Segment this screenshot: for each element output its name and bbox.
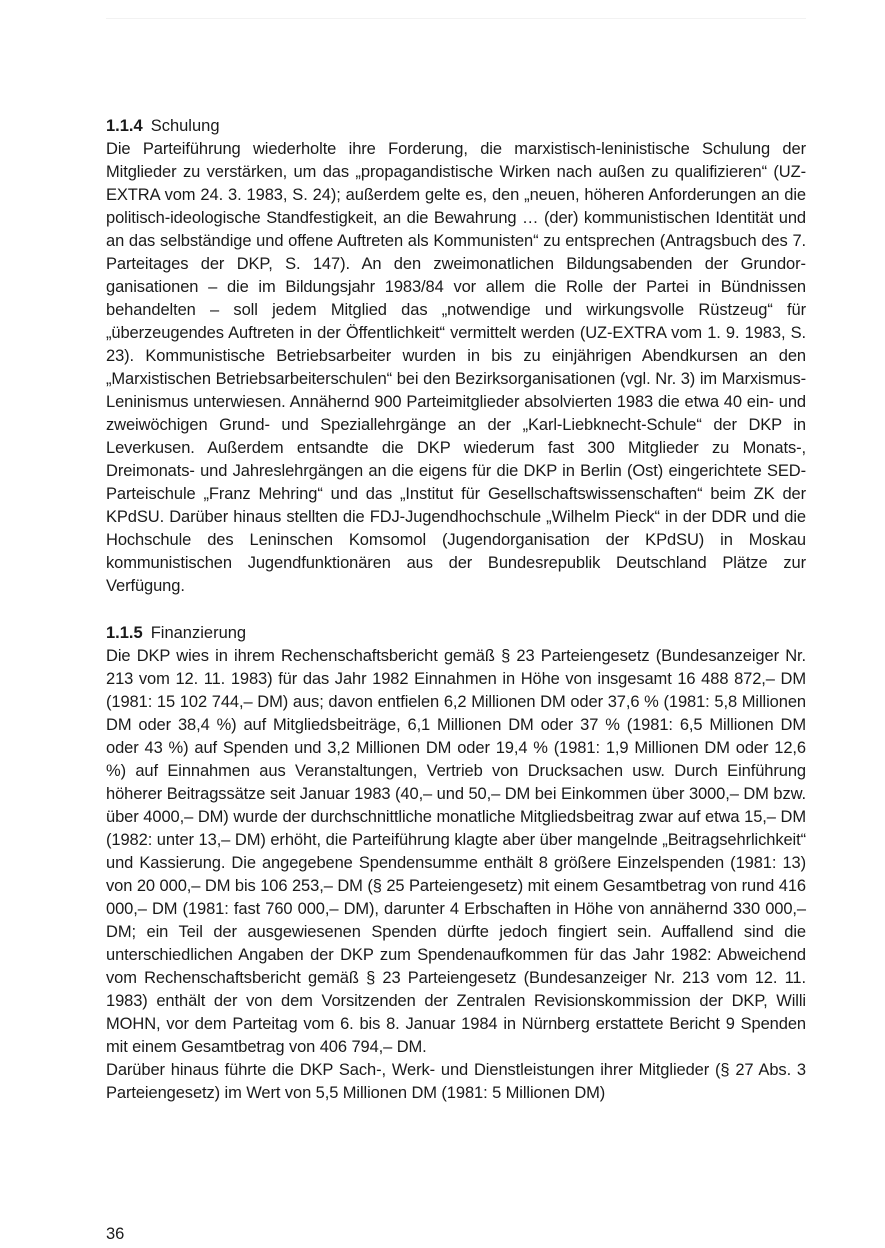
section-heading (106, 115, 806, 138)
section-heading (106, 622, 806, 645)
scan-edge-line (106, 18, 806, 19)
section-finanzierung (106, 622, 806, 1105)
paragraph: Darüber hinaus führte die DKP Sach-, Werk- und Dienstleistungen ihrer Mitglieder (§ 27 Abs. 3 Parteiengesetz) im Wert von 5,5 Millionen DM (1981: 5 Millionen DM) (106, 1061, 806, 1102)
paragraph: Die DKP wies in ihrem Rechenschaftsbericht gemäß § 23 Parteiengesetz (Bundesanzeiger Nr. 213 vom 12. 11. 1983) für das Jahr 1982 Einnahmen in Höhe von insgesamt 16 488 872,– DM (1981: 15 102 744,– DM) aus; davon entfielen 6,2 Millionen DM oder 37,6 % (1981: 5,8 Millionen DM oder 38,4 %) auf Mitgliedsbeiträge, 6,1 Millionen DM oder 37 % (1981: 6,5 Millionen DM oder 43 %) auf Spenden und 3,2 Millionen DM oder 19,4 % (1981: 1,9 Millionen DM oder 12,6 %) auf Einnahmen aus Veranstaltungen, Vertrieb von Drucksachen usw. Durch Einführung höherer Beitragssätze seit Januar 1983 (40,– und 50,– DM bei Einkommen über 3000,– DM bzw. über 4000,– DM) wurde der durchschnittliche monatliche Mitgliedsbeitrag zwar auf etwa 15,– DM (1982: unter 13,– DM) erhöht, die Parteiführung klagte aber über mangelnde „Beitragsehrlichkeit“ und Kassierung. Die angegebene Spendensumme enthält 8 größere Einzelspenden (1981: 13) von 20 000,– DM bis 106 253,– DM (§ 25 Parteiengesetz) mit einem Gesamtbetrag von rund 416 000,– DM (1981: fast 760 000,– DM), darunter 4 Erbschaften in Höhe von annähernd 330 000,– DM; ein Teil der ausgewiesenen Spenden dürfte jedoch fingiert sein. Auffallend sind die unterschiedlichen Angaben der DKP zum Spendenaufkommen für das Jahr 1982: Abweichend vom Rechenschaftsbericht gemäß § 23 Parteiengesetz (Bundesanzeiger Nr. 213 vom 12. 11. 1983) enthält der von dem Vorsitzenden der Zentralen Revisionskommission der DKP, Willi MOHN, vor dem Parteitag vom 6. bis 8. Januar 1984 in Nürnberg erstattete Bericht 9 Spenden mit einem Gesamtbetrag von 406 794,– DM. (106, 647, 806, 1056)
section-title: Schulung (150, 117, 220, 135)
section-number: 1.1.4 (106, 117, 143, 135)
section-schulung (106, 115, 806, 598)
page-number: 36 (106, 1225, 125, 1243)
paragraph: Die Parteiführung wiederholte ihre Forderung, die marxistisch-leninistische Schulung der Mitglieder zu verstärken, um das „propagandistische Wirken nach außen zu qualifizieren“ (UZ-EXTRA vom 24. 3. 1983, S. 24); außerdem gelte es, den „neuen, höheren Anforderungen an die politisch-ideologische Standfestigkeit, an die Bewahrung … (der) kommunistischen Identität und an das selbständige und offene Auftreten als Kommunisten“ zu entsprechen (Antragsbuch des 7. Parteitages der DKP, S. 147). An den zweimonatlichen Bildungsabenden der Grundorganisationen – die im Bildungsjahr 1983/84 vor allem die Rolle der Partei in Bündnissen behandelten – soll jedem Mitglied das „notwendige und wirkungsvolle Rüstzeug“ für „überzeugendes Auftreten in der Öffentlichkeit“ vermittelt werden (UZ-EXTRA vom 1. 9. 1983, S. 23). Kommunistische Betriebsarbeiter wurden in bis zu einjährigen Abendkursen an den „Marxistischen Betriebsarbeiterschulen“ bei den Bezirksorganisationen (vgl. Nr. 3) im Marxismus-Leninismus unterwiesen. Annähernd 900 Parteimitglieder absolvierten 1983 die etwa 40 ein- und zweiwöchigen Grund- und Speziallehrgänge an der „Karl-Liebknecht-Schule“ der DKP in Leverkusen. Außerdem entsandte die DKP wiederum fast 300 Mitglieder zu Monats-, Dreimonats- und Jahreslehrgängen an die eigens für die DKP in Berlin (Ost) eingerichtete SED-Parteischule „Franz Mehring“ und das „Institut für Gesellschaftswissenschaften“ beim ZK der KPdSU. Darüber hinaus stellten die FDJ-Jugendhochschule „Wilhelm Pieck“ in der DDR und die Hochschule des Leninschen Komsomol (Jugendorganisation der KPdSU) in Moskau kommunistischen Jugendfunktionären aus der Bundesrepublik Deutschland Plätze zur Verfügung. (106, 140, 806, 595)
section-number: 1.1.5 (106, 624, 143, 642)
section-title: Finanzierung (150, 624, 247, 642)
document-body (106, 115, 806, 1129)
